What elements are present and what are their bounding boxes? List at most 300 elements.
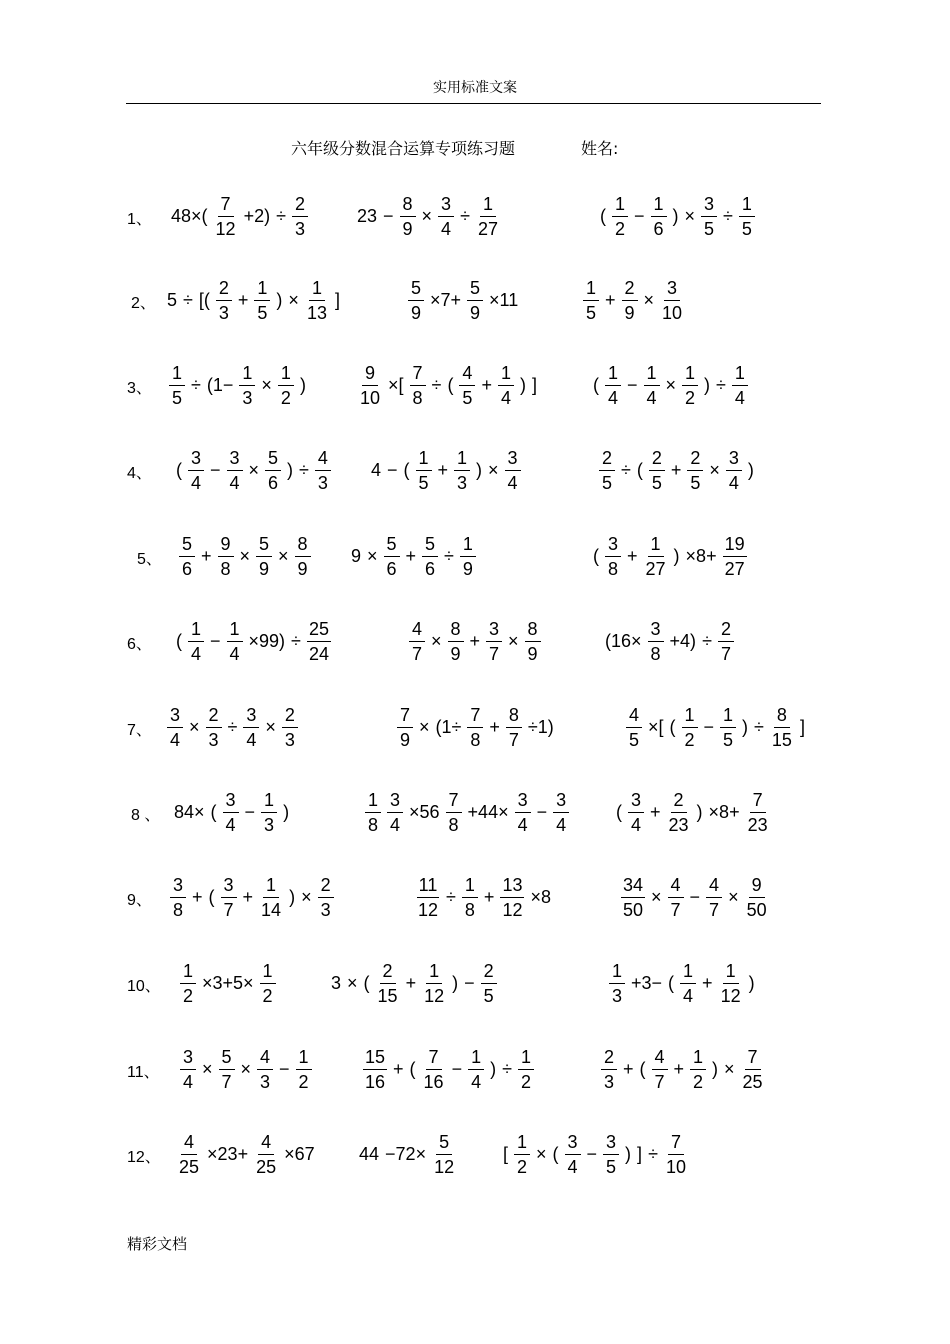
expression-text: × (265, 717, 276, 737)
expression-text: ) (299, 375, 306, 395)
expression-text: + (405, 546, 417, 566)
expression-text: 3 (331, 973, 342, 993)
fraction-numerator: 5 (265, 449, 281, 471)
expression-text: ÷ (648, 1144, 658, 1164)
fraction (408, 279, 424, 322)
fraction (257, 1048, 273, 1091)
expression-text: × (421, 206, 433, 226)
fraction-numerator: 9 (749, 876, 765, 898)
fraction-denominator: 3 (317, 472, 328, 493)
expression-text: ) (704, 375, 711, 395)
fraction (612, 195, 628, 238)
fraction-denominator: 12 (215, 218, 236, 239)
fraction (599, 449, 615, 492)
expression-text: + (623, 1059, 634, 1079)
fraction (518, 1048, 534, 1091)
fraction-numerator: 1 (644, 364, 660, 386)
fraction-denominator: 12 (434, 1156, 455, 1177)
fraction-numerator: 34 (621, 876, 645, 898)
fraction (505, 449, 521, 492)
expression-text: ÷ (276, 206, 286, 226)
fraction-denominator: 9 (259, 558, 270, 579)
fraction-denominator: 3 (264, 814, 275, 835)
expression-text: ×3+5× (202, 973, 254, 993)
fraction (583, 279, 599, 322)
expression-text: + (393, 1059, 404, 1079)
fraction-denominator: 25 (742, 1071, 763, 1092)
fraction-numerator: 2 (599, 449, 615, 471)
fraction-numerator: 8 (448, 620, 464, 642)
expression-text: − (627, 375, 638, 395)
fraction-numerator: 1 (468, 1048, 484, 1070)
expression-text: − (383, 206, 394, 226)
fraction-numerator: 1 (739, 195, 755, 217)
fraction (622, 279, 638, 322)
fraction (476, 195, 500, 238)
fraction-denominator: 5 (483, 985, 494, 1006)
fraction-numerator: 2 (216, 279, 232, 301)
fraction-denominator: 4 (229, 643, 240, 664)
expression-text: 23 (357, 206, 378, 226)
fraction (467, 706, 483, 749)
fraction-denominator: 2 (684, 729, 695, 750)
fraction (682, 364, 698, 407)
fraction-denominator: 3 (260, 1071, 271, 1092)
fraction-denominator: 10 (662, 302, 683, 323)
fraction-numerator: 2 (380, 962, 396, 984)
fraction-numerator: 2 (282, 706, 298, 728)
expression-text: × (651, 887, 662, 907)
fraction-numerator: 5 (219, 1048, 235, 1070)
expression-text: + (481, 375, 492, 395)
problem-number-label: 9、 (127, 892, 152, 909)
fraction-numerator: 2 (318, 876, 334, 898)
expression-text: 4 (371, 460, 382, 480)
fraction-denominator: 4 (246, 729, 257, 750)
fraction (376, 962, 400, 1005)
fraction-denominator: 3 (603, 1071, 614, 1092)
fraction-numerator: 1 (261, 791, 277, 813)
fraction-denominator: 2 (298, 1071, 309, 1092)
expression-text: ) (519, 375, 526, 395)
fraction-denominator: 5 (462, 387, 473, 408)
fraction-denominator: 2 (685, 387, 696, 408)
fraction-denominator: 3 (218, 302, 229, 323)
fraction-numerator: 19 (723, 535, 747, 557)
expression-text: ×8+ (685, 546, 717, 566)
expression-text: × (240, 1059, 252, 1079)
expression-text: × (724, 1059, 735, 1079)
fraction (719, 962, 743, 1005)
fraction (601, 1048, 617, 1091)
fraction-denominator: 3 (242, 387, 253, 408)
fraction-denominator: 12 (720, 985, 741, 1006)
fraction-numerator: 3 (565, 1133, 581, 1155)
fraction-denominator: 5 (651, 472, 662, 493)
fraction-denominator: 10 (360, 387, 381, 408)
fraction-denominator: 25 (179, 1156, 200, 1177)
expression-text: × (419, 717, 430, 737)
expression-text: ( (447, 375, 454, 395)
fraction-numerator: 2 (622, 279, 638, 301)
fraction-numerator: 3 (387, 791, 403, 813)
fraction-numerator: 1 (498, 364, 514, 386)
fraction (422, 962, 446, 1005)
fraction-denominator: 25 (256, 1156, 277, 1177)
expression-text: ÷ (754, 717, 764, 737)
fraction-numerator: 3 (701, 195, 717, 217)
expression-text: × (248, 460, 260, 480)
expression-text: ) (283, 802, 290, 822)
expression-text: + (192, 887, 203, 907)
fraction-numerator: 4 (459, 364, 475, 386)
fraction-numerator: 4 (668, 876, 684, 898)
fraction-denominator: 9 (410, 302, 421, 323)
fraction-numerator: 7 (446, 791, 462, 813)
fraction-denominator: 3 (208, 729, 219, 750)
expression-text: − (689, 887, 701, 907)
expression-text: × (239, 546, 251, 566)
fraction (626, 706, 642, 749)
fraction-denominator: 15 (377, 985, 398, 1006)
fraction (652, 1048, 668, 1091)
fraction-numerator: 1 (651, 195, 667, 217)
expression-text: ×7+ (430, 290, 462, 310)
fraction-numerator: 5 (467, 279, 483, 301)
fraction-numerator: 2 (671, 791, 687, 813)
fraction-numerator: 3 (553, 791, 569, 813)
fraction (668, 876, 684, 919)
expression-text: − (210, 460, 221, 480)
fraction-denominator: 7 (223, 899, 234, 920)
fraction (218, 535, 234, 578)
fraction-numerator: 5 (384, 535, 400, 557)
expression-text: ] (637, 1144, 643, 1164)
fraction (706, 876, 722, 919)
fraction-numerator: 3 (223, 791, 239, 813)
fraction-denominator: 7 (709, 899, 720, 920)
expression-text: × (536, 1144, 547, 1164)
fraction-numerator: 4 (181, 1133, 197, 1155)
fraction-denominator: 9 (399, 729, 410, 750)
fraction-numerator: 8 (400, 195, 416, 217)
fraction (422, 535, 438, 578)
fraction-denominator: 2 (262, 985, 273, 1006)
fraction-numerator: 1 (454, 449, 470, 471)
fraction (169, 364, 185, 407)
expression-text: ( (593, 375, 599, 395)
fraction-denominator: 4 (556, 814, 567, 835)
problem-number-label: 3、 (127, 380, 152, 397)
fraction (468, 1048, 484, 1091)
fraction-denominator: 16 (423, 1071, 444, 1092)
fraction (261, 791, 277, 834)
expression-text: 5 (167, 290, 178, 310)
fraction (243, 706, 259, 749)
fraction-denominator: 5 (601, 472, 612, 493)
expression-text: + (702, 973, 713, 993)
fraction-numerator: 3 (486, 620, 502, 642)
fraction (305, 279, 329, 322)
fraction-denominator: 8 (650, 643, 661, 664)
fraction-denominator: 23 (747, 814, 768, 835)
fraction-denominator: 2 (280, 387, 291, 408)
fraction-denominator: 3 (457, 472, 468, 493)
expression-text: ] (531, 375, 537, 395)
fraction-numerator: 1 (723, 962, 739, 984)
fraction-numerator: 4 (315, 449, 331, 471)
header-divider (126, 103, 821, 104)
fraction-denominator: 2 (520, 1071, 531, 1092)
problem-number-label: 4、 (127, 465, 152, 482)
fraction-denominator: 7 (670, 899, 681, 920)
expression-text: +44× (467, 802, 509, 822)
fraction (265, 449, 281, 492)
fraction (515, 791, 531, 834)
fraction (410, 364, 426, 407)
fraction-denominator: 13 (306, 302, 327, 323)
fraction-denominator: 4 (567, 1156, 578, 1177)
fraction-numerator: 25 (307, 620, 331, 642)
fraction (732, 364, 748, 407)
fraction (553, 791, 569, 834)
expression-text: + (627, 546, 638, 566)
fraction-numerator: 1 (309, 279, 325, 301)
fraction-denominator: 4 (517, 814, 528, 835)
fraction-numerator: 1 (514, 1133, 530, 1155)
fraction (605, 364, 621, 407)
expression-text: ( (403, 460, 410, 480)
expression-text: − (536, 802, 548, 822)
fraction-numerator: 1 (480, 195, 496, 217)
expression-text: (16× (605, 631, 642, 651)
fraction (498, 364, 514, 407)
fraction-denominator: 4 (734, 387, 745, 408)
fraction-numerator: 1 (180, 962, 196, 984)
fraction-numerator: 7 (467, 706, 483, 728)
fraction-numerator: 3 (167, 706, 183, 728)
fraction-numerator: 3 (221, 876, 237, 898)
fraction (454, 449, 470, 492)
fraction (745, 876, 769, 919)
fraction-denominator: 4 (169, 729, 180, 750)
expression-text: × (347, 973, 358, 993)
expression-text: + (605, 290, 616, 310)
expression-text: ÷ (446, 887, 456, 907)
fraction-denominator: 9 (402, 218, 413, 239)
fraction-numerator: 2 (292, 195, 308, 217)
fraction-numerator: 1 (605, 364, 621, 386)
fraction-numerator: 1 (227, 620, 243, 642)
expression-text: +4) (669, 631, 697, 651)
fraction-numerator: 2 (687, 449, 703, 471)
fraction (227, 620, 243, 663)
expression-text: ( (616, 802, 622, 822)
fraction-numerator: 3 (180, 1048, 196, 1070)
expression-text: (1÷ (435, 717, 462, 737)
expression-text: ÷ (227, 717, 238, 737)
expression-text: ÷ (291, 631, 301, 651)
expression-text: ÷ (716, 375, 726, 395)
fraction (644, 535, 668, 578)
fraction-denominator: 4 (630, 814, 641, 835)
fraction-numerator: 3 (603, 1133, 619, 1155)
fraction (680, 962, 696, 1005)
fraction (432, 1133, 456, 1176)
fraction-numerator: 8 (506, 706, 522, 728)
expression-text: × (288, 290, 299, 310)
expression-text: ) (748, 973, 755, 993)
expression-text: + (242, 887, 254, 907)
fraction-denominator: 4 (607, 387, 618, 408)
fraction (664, 1133, 688, 1176)
fraction (254, 1133, 278, 1176)
expression-text: +3− (631, 973, 663, 993)
fraction-denominator: 24 (308, 643, 329, 664)
fraction-denominator: 5 (741, 218, 752, 239)
fraction (621, 876, 645, 919)
fraction-denominator: 8 (220, 558, 231, 579)
fraction (214, 195, 238, 238)
fraction (690, 1048, 706, 1091)
fraction (259, 876, 283, 919)
fraction-numerator: 8 (774, 706, 790, 728)
fraction-denominator: 4 (441, 218, 452, 239)
fraction-denominator: 4 (683, 985, 694, 1006)
fraction-numerator: 7 (750, 791, 766, 813)
expression-text: × (261, 375, 272, 395)
expression-text: + (437, 460, 449, 480)
fraction-denominator: 27 (477, 218, 498, 239)
fraction-numerator: 1 (239, 364, 255, 386)
fraction (628, 791, 644, 834)
expression-text: ) (452, 973, 459, 993)
fraction-numerator: 7 (745, 1048, 761, 1070)
expression-text: ×99) (248, 631, 286, 651)
fraction-numerator: 2 (206, 706, 222, 728)
expression-text: ) (742, 717, 749, 737)
fraction (660, 279, 684, 322)
fraction-numerator: 3 (648, 620, 664, 642)
fraction (179, 535, 195, 578)
fraction-denominator: 2 (182, 985, 193, 1006)
problem-number-label: 5、 (137, 551, 162, 568)
fraction-numerator: 3 (664, 279, 680, 301)
fraction-denominator: 7 (654, 1071, 665, 1092)
fraction (397, 706, 413, 749)
fraction (603, 1133, 619, 1176)
fraction-denominator: 4 (728, 472, 739, 493)
fraction-denominator: 10 (665, 1156, 686, 1177)
expression-text: × (189, 717, 200, 737)
fraction-numerator: 4 (626, 706, 642, 728)
fraction-numerator: 1 (169, 364, 185, 386)
fraction-denominator: 8 (172, 899, 183, 920)
fraction (387, 791, 403, 834)
fraction-denominator: 5 (690, 472, 701, 493)
fraction (278, 364, 294, 407)
expression-text: − (586, 1144, 598, 1164)
fraction-denominator: 12 (502, 899, 523, 920)
fraction-numerator: 5 (408, 279, 424, 301)
expression-text: ÷ (460, 206, 470, 226)
fraction-numerator: 11 (417, 876, 440, 898)
fraction (292, 195, 308, 238)
fraction-numerator: 1 (720, 706, 736, 728)
fraction (448, 620, 464, 663)
expression-text: ÷ (183, 290, 193, 310)
fraction (216, 279, 232, 322)
fraction-denominator: 3 (320, 899, 331, 920)
fraction (609, 962, 625, 1005)
expression-text: +2) (243, 206, 271, 226)
fraction (500, 876, 524, 919)
fraction-denominator: 4 (646, 387, 657, 408)
fraction (358, 364, 382, 407)
expression-text: ) (490, 1059, 497, 1079)
expression-text: − (244, 802, 256, 822)
fraction-numerator: 7 (397, 706, 413, 728)
expression-text: ÷ (621, 460, 631, 480)
fraction-denominator: 6 (268, 472, 279, 493)
fraction-numerator: 1 (460, 535, 476, 557)
expression-text: + (237, 290, 249, 310)
expression-text: − (210, 631, 221, 651)
expression-text: ) (673, 546, 680, 566)
fraction (438, 195, 454, 238)
expression-text: ÷ (444, 546, 454, 566)
fraction-denominator: 6 (386, 558, 397, 579)
fraction-numerator: 9 (362, 364, 378, 386)
expression-text: × (431, 631, 442, 651)
expression-text: ( (600, 206, 606, 226)
fraction-numerator: 1 (682, 364, 698, 386)
fraction-denominator: 7 (221, 1071, 232, 1092)
fraction-denominator: 2 (614, 218, 625, 239)
fraction-denominator: 5 (628, 729, 639, 750)
problem-number-label: 7、 (127, 722, 152, 739)
expression-text: ( (668, 973, 675, 993)
fraction-numerator: 4 (652, 1048, 668, 1070)
fraction-denominator: 6 (181, 558, 192, 579)
fraction-denominator: 9 (462, 558, 473, 579)
fraction-denominator: 7 (508, 729, 519, 750)
fraction-denominator: 3 (284, 729, 295, 750)
fraction-denominator: 5 (606, 1156, 617, 1177)
fraction-denominator: 27 (645, 558, 666, 579)
expression-text: ( (176, 460, 182, 480)
problem-number-label: 8 、 (131, 807, 161, 824)
fraction (206, 706, 222, 749)
fraction-denominator: 6 (425, 558, 436, 579)
fraction (416, 449, 432, 492)
fraction-denominator: 9 (470, 302, 481, 323)
fraction-numerator: 2 (649, 449, 665, 471)
fraction (409, 620, 425, 663)
fraction-numerator: 1 (648, 535, 664, 557)
expression-text: ) (276, 290, 283, 310)
expression-text: × (301, 887, 312, 907)
fraction (667, 791, 691, 834)
fraction-denominator: 8 (367, 814, 378, 835)
problem-number-label: 1、 (127, 211, 152, 228)
expression-text: × (643, 290, 655, 310)
expression-text: ) (287, 460, 294, 480)
fraction-numerator: 1 (278, 364, 294, 386)
fraction (460, 535, 476, 578)
expression-text: + (483, 887, 495, 907)
fraction-numerator: 2 (601, 1048, 617, 1070)
